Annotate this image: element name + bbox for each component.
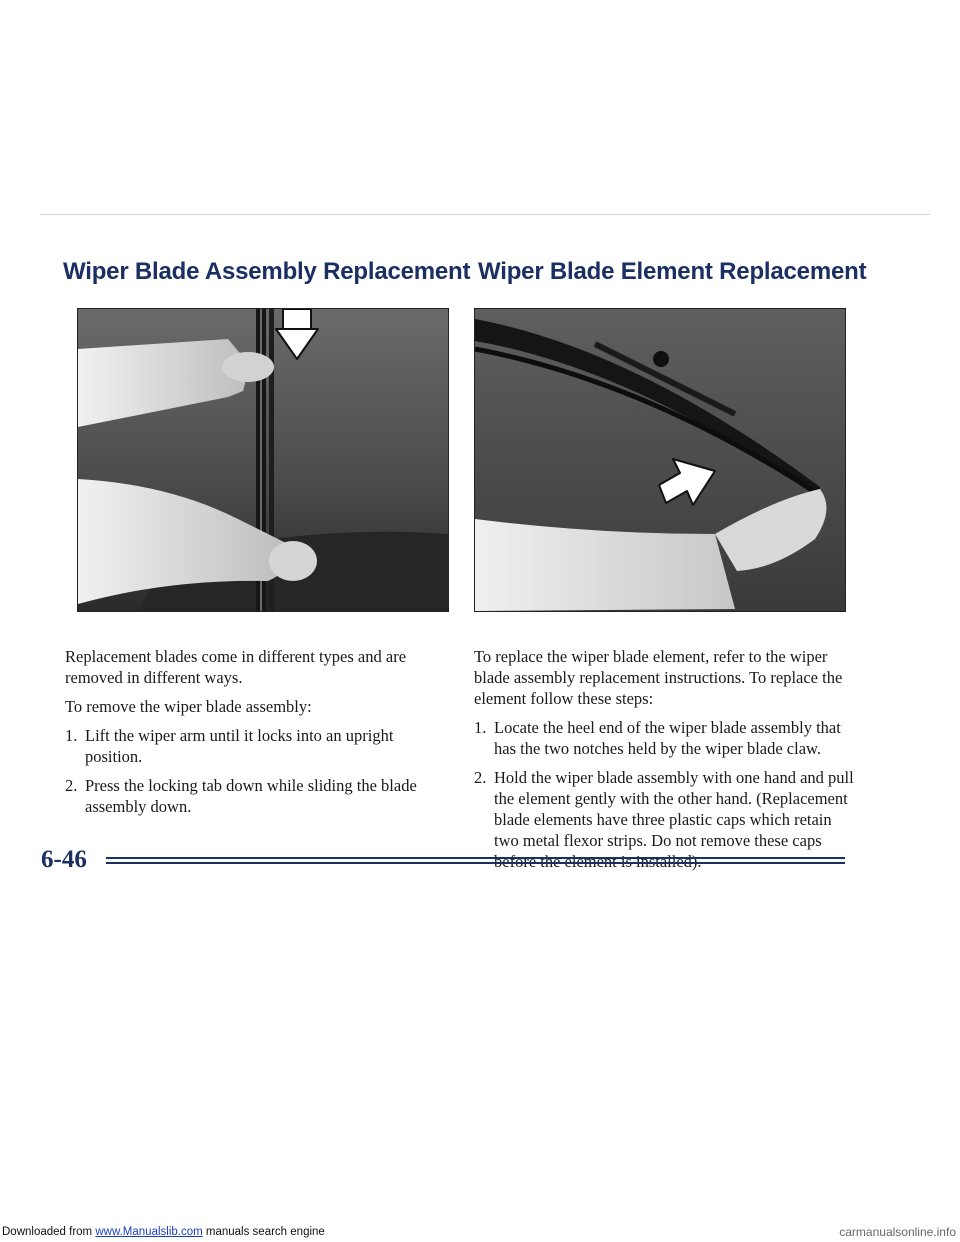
left-intro: Replacement blades come in different types and are removed in different ways. (65, 647, 407, 687)
footer-rule (106, 862, 845, 864)
step-number: 1. (65, 726, 78, 745)
page-number: 6-46 (41, 846, 87, 873)
download-footer (0, 1225, 960, 1242)
footer-rule (106, 857, 845, 859)
top-divider (40, 214, 930, 215)
step-text: Locate the heel end of the wiper blade assembly that has the two notches held by the wiper blade claw. (494, 718, 841, 758)
download-prefix: Downloaded from (2, 1226, 96, 1238)
download-credit (2, 1226, 325, 1238)
list-item (65, 725, 435, 767)
heading-element-replacement: Wiper Blade Element Replacement (478, 258, 867, 285)
photo-wiper-element-replacement (474, 308, 846, 612)
list-item (474, 717, 854, 759)
right-intro: To replace the wiper blade element, refer to the wiper blade assembly replacement instructions. To replace the element follow these steps: (474, 647, 843, 708)
left-lead: To remove the wiper blade assembly: (65, 697, 312, 716)
step-text: Lift the wiper arm until it locks into an upright position. (85, 726, 394, 766)
left-column-text (65, 646, 435, 825)
step-number: 2. (474, 768, 487, 787)
step-number: 2. (65, 776, 78, 795)
heading-assembly-replacement: Wiper Blade Assembly Replacement (63, 258, 471, 285)
right-column-text (474, 646, 854, 880)
photo-wiper-assembly-removal (77, 308, 449, 612)
manualslib-link[interactable]: www.Manualslib.com (95, 1226, 203, 1238)
download-suffix: manuals search engine (202, 1226, 325, 1238)
list-item (65, 775, 435, 817)
step-number: 1. (474, 718, 487, 737)
step-text: Press the locking tab down while sliding the blade assembly down. (85, 776, 417, 816)
step-text: Hold the wiper blade assembly with one hand and pull the element gently with the other hand. (Replacement blade elements have three plastic caps which retain two metal flexor strips. Do not remove these caps (494, 768, 854, 850)
watermark: carmanualsonline.info (839, 1225, 956, 1239)
